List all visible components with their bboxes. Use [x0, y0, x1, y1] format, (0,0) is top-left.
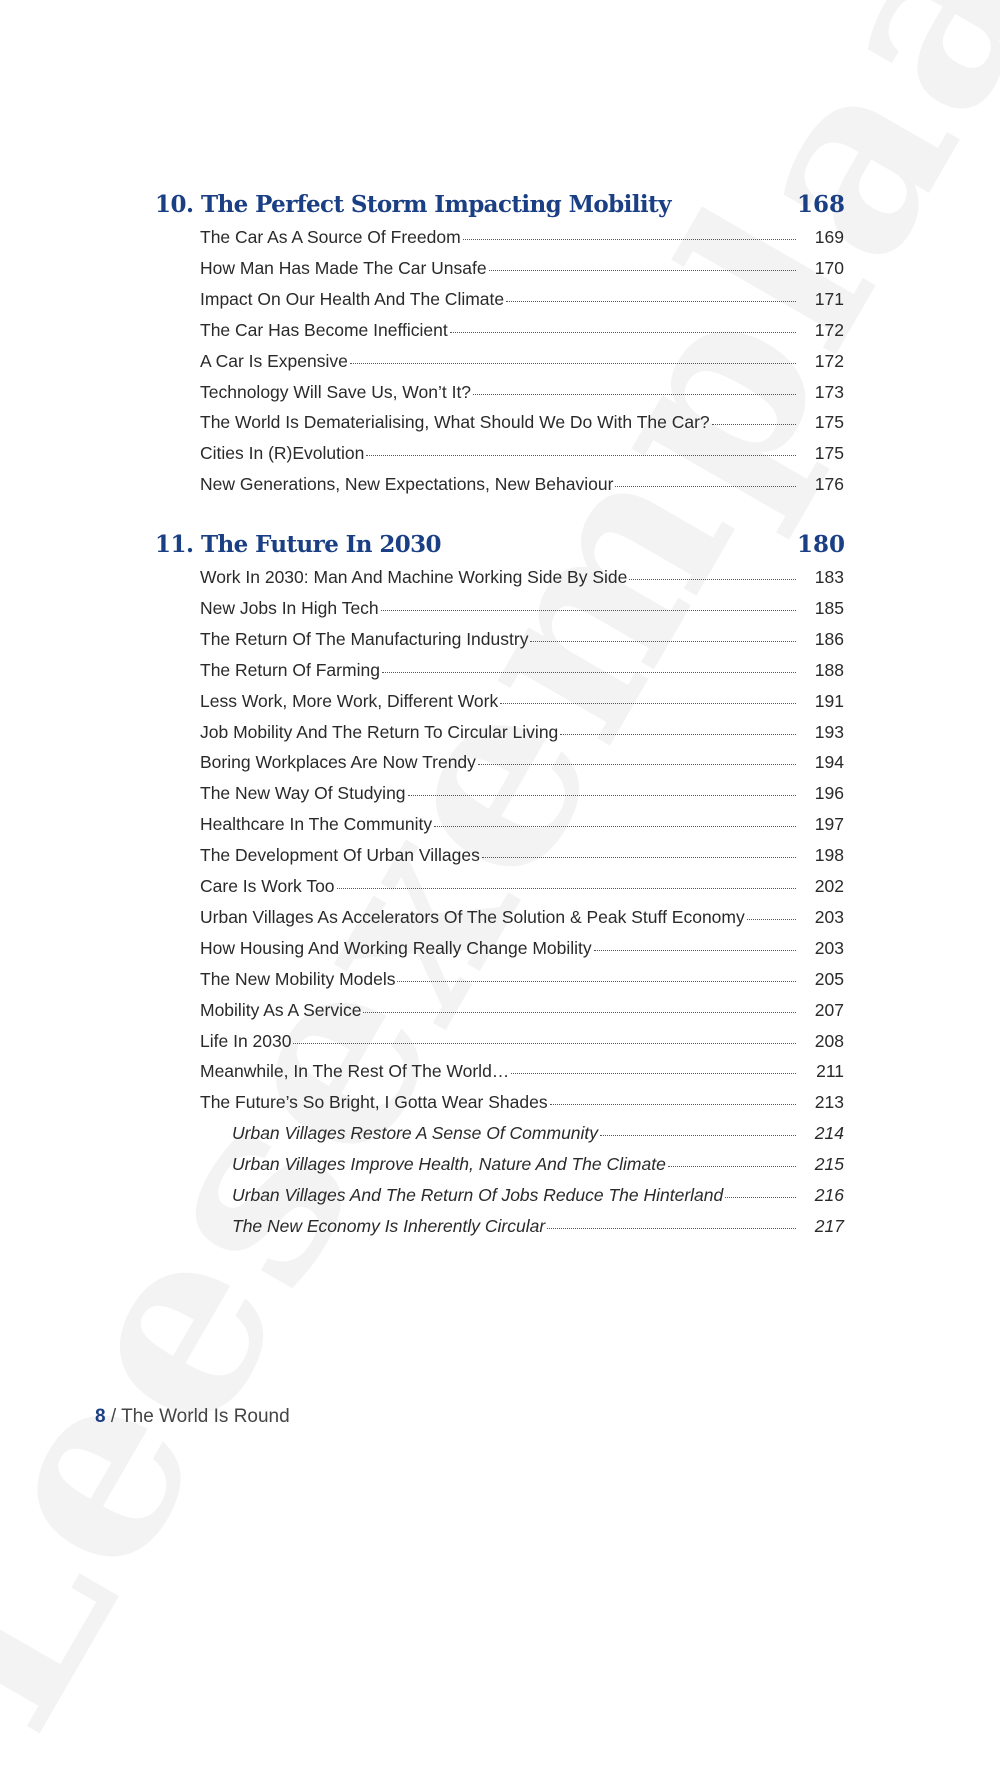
toc-entry — [200, 346, 844, 377]
toc-entry-page-number: 197 — [814, 814, 844, 835]
toc-entry — [200, 871, 844, 902]
toc-entry-page-number: 172 — [814, 319, 844, 340]
toc-entry-page-number: 216 — [814, 1185, 844, 1205]
toc-entry-page-number: 183 — [814, 567, 844, 587]
toc-entry — [232, 1180, 844, 1211]
dot-leader — [350, 362, 796, 364]
toc-entry-title: The Return Of Farming — [200, 659, 380, 680]
toc-entry-title: How Housing And Working Really Change Mobility — [200, 937, 592, 958]
chapter-page-number: 168 — [796, 191, 845, 218]
toc-entry — [200, 840, 844, 871]
dot-leader — [511, 1072, 796, 1074]
toc-entry — [200, 315, 844, 346]
toc-entry — [200, 747, 844, 778]
toc-entry — [200, 377, 844, 408]
toc-entry-page-number: 185 — [814, 597, 844, 618]
toc-entry-title: Impact On Our Health And The Climate — [200, 288, 505, 309]
toc-entry-page-number: 208 — [814, 1030, 844, 1051]
toc-entry-title: Urban Villages As Accelerators Of The Solution & Peak Stuff Economy — [200, 906, 745, 927]
toc-entry-page-number: 198 — [814, 845, 844, 866]
dot-leader — [725, 1196, 796, 1198]
toc-entry-title: New Jobs In High Tech — [200, 597, 379, 618]
dot-leader — [463, 238, 796, 240]
dot-leader — [450, 331, 796, 333]
toc-entry-page-number: 193 — [814, 721, 844, 742]
dot-leader — [397, 980, 796, 982]
dot-leader — [629, 578, 796, 580]
toc-entry-page-number: 186 — [814, 628, 844, 649]
chapter-title: The Future In 2030 — [201, 531, 441, 558]
toc-entry-page-number: 194 — [814, 752, 844, 773]
toc-entry-title: Urban Villages Improve Health, Nature And The Climate — [232, 1154, 666, 1175]
toc-entry — [200, 1056, 844, 1087]
toc-entry — [200, 717, 844, 748]
toc-entry — [200, 655, 844, 686]
dot-leader — [547, 1227, 796, 1229]
chapter-title: The Perfect Storm Impacting Mobility — [201, 191, 671, 218]
chapter-number: 10. — [155, 191, 194, 218]
toc-entry-page-number: 203 — [814, 937, 844, 958]
footer-separator: / — [110, 1406, 117, 1427]
toc-entry — [200, 624, 844, 655]
toc-entry-title: The Development Of Urban Villages — [200, 845, 480, 866]
dot-leader — [600, 1134, 796, 1136]
dot-leader — [434, 825, 796, 827]
toc-entry-title: Mobility As A Service — [200, 999, 362, 1020]
toc-entry-title: Healthcare In The Community — [200, 814, 433, 835]
toc-entry-page-number: 171 — [814, 288, 844, 309]
dot-leader — [382, 671, 796, 673]
dot-leader — [712, 423, 796, 425]
toc-entry-title: A Car Is Expensive — [200, 350, 348, 371]
dot-leader — [550, 1103, 796, 1105]
dot-leader — [482, 856, 796, 858]
toc-entry — [200, 1087, 844, 1118]
dot-leader — [530, 640, 796, 642]
toc-entry — [200, 964, 844, 995]
toc-entry-title: New Generations, New Expectations, New Behaviour — [200, 474, 614, 495]
chapter-page-number: 180 — [796, 531, 845, 558]
toc-entry-page-number: 191 — [814, 690, 844, 711]
dot-leader — [506, 300, 796, 302]
dot-leader — [293, 1042, 796, 1044]
toc-entry — [232, 1211, 844, 1242]
toc-entry-page-number: 211 — [816, 1061, 844, 1082]
toc-entry-title: The New Mobility Models — [200, 968, 396, 989]
toc-entry-title: The Future’s So Bright, I Gotta Wear Shades — [200, 1092, 548, 1113]
dot-leader — [363, 1011, 796, 1013]
toc-entry-page-number: 203 — [814, 906, 844, 927]
toc-entry-page-number: 213 — [814, 1092, 844, 1113]
toc-entry — [200, 222, 844, 253]
toc-entry-page-number: 169 — [814, 227, 844, 247]
toc-entry-page-number: 202 — [814, 876, 844, 896]
toc-entry-title: How Man Has Made The Car Unsafe — [200, 257, 487, 278]
dot-leader — [615, 485, 796, 487]
dot-leader — [381, 609, 796, 611]
toc-entry — [200, 995, 844, 1026]
dot-leader — [500, 702, 796, 704]
toc-entry-page-number: 173 — [814, 381, 844, 402]
dot-leader — [366, 454, 796, 456]
dot-leader — [408, 794, 796, 796]
toc-entry — [200, 253, 844, 284]
toc-entry — [200, 593, 844, 624]
toc-entry-page-number: 175 — [814, 443, 844, 464]
toc-entry-title: Care Is Work Too — [200, 876, 335, 896]
toc-entry — [200, 407, 844, 438]
dot-leader — [560, 733, 796, 735]
dot-leader — [594, 949, 796, 951]
toc-entry-title: Technology Will Save Us, Won’t It? — [200, 381, 472, 402]
toc-entry-page-number: 176 — [814, 474, 844, 495]
dot-leader — [337, 887, 796, 889]
dot-leader — [478, 763, 796, 765]
toc-entry-title: Job Mobility And The Return To Circular Living — [200, 721, 559, 742]
toc-entry-page-number: 207 — [814, 999, 844, 1020]
toc-entry-title: Meanwhile, In The Rest Of The World… — [200, 1061, 510, 1082]
toc-entry-title: The New Economy Is Inherently Circular — [232, 1215, 546, 1236]
toc-entry-page-number: 175 — [814, 412, 844, 433]
chapter-heading — [155, 188, 845, 222]
toc-entry-title: The World Is Dematerialising, What Should We Do With The Car? — [200, 412, 710, 433]
toc-entry — [200, 1026, 844, 1057]
toc-entry — [200, 778, 844, 809]
toc-entry — [232, 1149, 844, 1180]
toc-entry-page-number: 188 — [814, 659, 844, 680]
toc-entry-title: The Return Of The Manufacturing Industry — [200, 628, 529, 649]
toc-entry — [232, 1118, 844, 1149]
toc-entry — [200, 284, 844, 315]
dot-leader — [747, 918, 796, 920]
toc-entry-page-number: 172 — [814, 350, 844, 371]
toc-entry-title: The Car Has Become Inefficient — [200, 319, 448, 340]
dot-leader — [668, 1165, 796, 1167]
toc-entry-page-number: 214 — [814, 1123, 844, 1144]
toc-entry — [200, 933, 844, 964]
page-footer — [95, 1406, 290, 1428]
toc-entry-title: The New Way Of Studying — [200, 783, 406, 804]
toc-entry-page-number: 205 — [814, 968, 844, 989]
toc-entry-page-number: 170 — [814, 257, 844, 278]
toc-entry — [200, 809, 844, 840]
toc-entry-page-number: 217 — [814, 1215, 844, 1236]
dot-leader — [473, 393, 796, 395]
toc-entry-title: Work In 2030: Man And Machine Working Side By Side — [200, 567, 628, 587]
toc-entry — [200, 469, 844, 500]
chapter-number: 11. — [155, 531, 194, 558]
toc-entry — [200, 902, 844, 933]
toc-entry — [200, 438, 844, 469]
toc-entry-title: Less Work, More Work, Different Work — [200, 690, 499, 711]
toc-entry-title: Urban Villages Restore A Sense Of Community — [232, 1123, 599, 1144]
toc-entry — [200, 686, 844, 717]
toc-entry-title: The Car As A Source Of Freedom — [200, 227, 461, 247]
toc-entry-title: Cities In (R)Evolution — [200, 443, 365, 464]
toc-entry-title: Boring Workplaces Are Now Trendy — [200, 752, 476, 773]
toc-entry-title: Life In 2030 — [200, 1030, 292, 1051]
toc-entry-page-number: 196 — [814, 783, 844, 804]
footer-page-number: 8 — [95, 1406, 106, 1427]
dot-leader — [489, 269, 796, 271]
toc-entry-title: Urban Villages And The Return Of Jobs Reduce The Hinterland — [232, 1185, 724, 1205]
chapter-heading — [155, 528, 845, 562]
toc-entry — [200, 562, 844, 593]
toc-entry-page-number: 215 — [814, 1154, 844, 1175]
footer-book-title: The World Is Round — [121, 1406, 290, 1427]
